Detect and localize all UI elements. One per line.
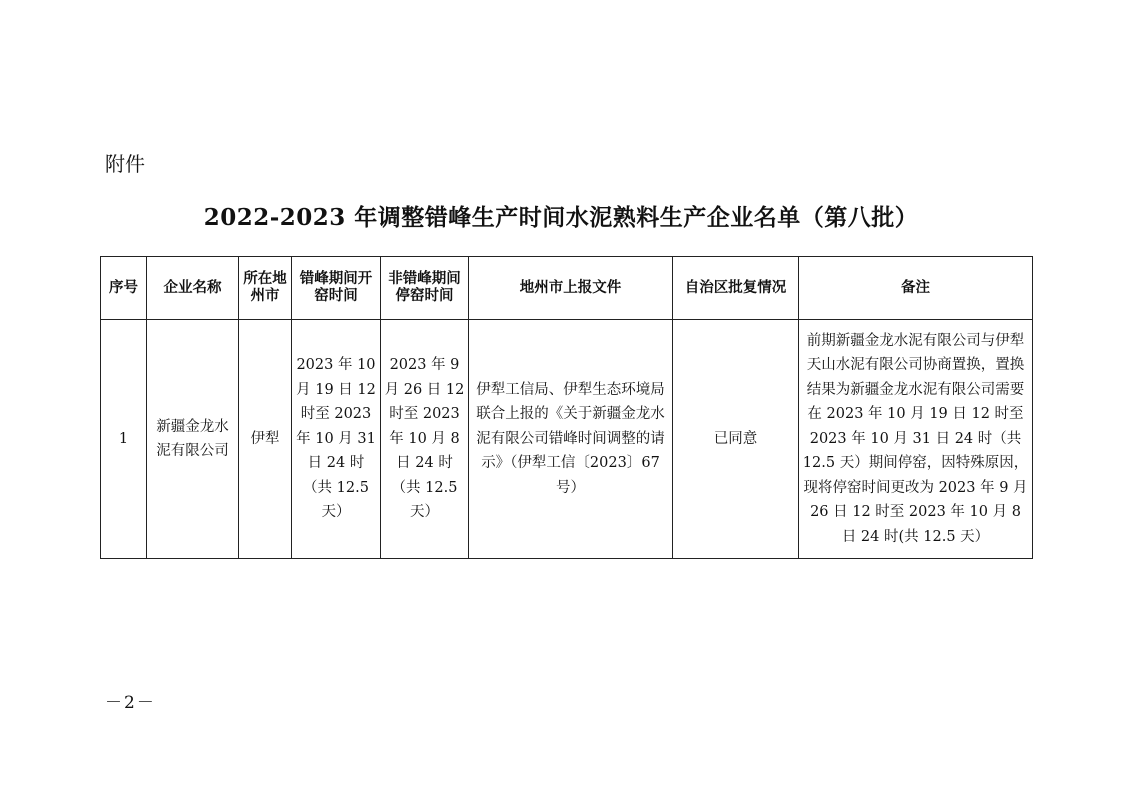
header-city: 所在地州市 (239, 257, 292, 320)
header-peak-start: 错峰期间开窑时间 (292, 257, 381, 320)
cell-remarks: 前期新疆金龙水泥有限公司与伊犁天山水泥有限公司协商置换，置换结果为新疆金龙水泥有限公司需要在 2023 年 10 月 19 日 12 时至 2023 年 10 月 31 日 24 时（共 12.5 天）期间停窑，因特殊原因，现将停窑时间更改为 2023 年 9 月 26 日 12 时至 2023 年 10 月 8 日 24 时(共 12.5 天） (799, 320, 1033, 559)
cell-seq: 1 (101, 320, 147, 559)
cell-company: 新疆金龙水泥有限公司 (147, 320, 239, 559)
cell-nonpeak-stop: 2023 年 9 月 26 日 12 时至 2023 年 10 月 8 日 24 时（共 12.5 天） (381, 320, 469, 559)
header-seq: 序号 (101, 257, 147, 320)
table-row (101, 320, 1033, 559)
header-remarks: 备注 (799, 257, 1033, 320)
cell-city: 伊犁 (239, 320, 292, 559)
header-report-file: 地州市上报文件 (469, 257, 673, 320)
header-nonpeak-stop: 非错峰期间停窑时间 (381, 257, 469, 320)
cell-report-file: 伊犁工信局、伊犁生态环境局联合上报的《关于新疆金龙水泥有限公司错峰时间调整的请示》（伊犁工信〔2023〕67 号） (469, 320, 673, 559)
page-number: －2－ (105, 693, 156, 713)
document-title: 2022-2023 年调整错峰生产时间水泥熟料生产企业名单（第八批） (203, 204, 919, 231)
header-approval: 自治区批复情况 (673, 257, 799, 320)
table-header-row (101, 257, 1033, 320)
header-company: 企业名称 (147, 257, 239, 320)
cell-peak-start: 2023 年 10 月 19 日 12 时至 2023 年 10 月 31 日 24 时（共 12.5 天） (292, 320, 381, 559)
cell-approval: 已同意 (673, 320, 799, 559)
enterprise-table (100, 256, 1033, 559)
attachment-label: 附件 (105, 152, 145, 176)
